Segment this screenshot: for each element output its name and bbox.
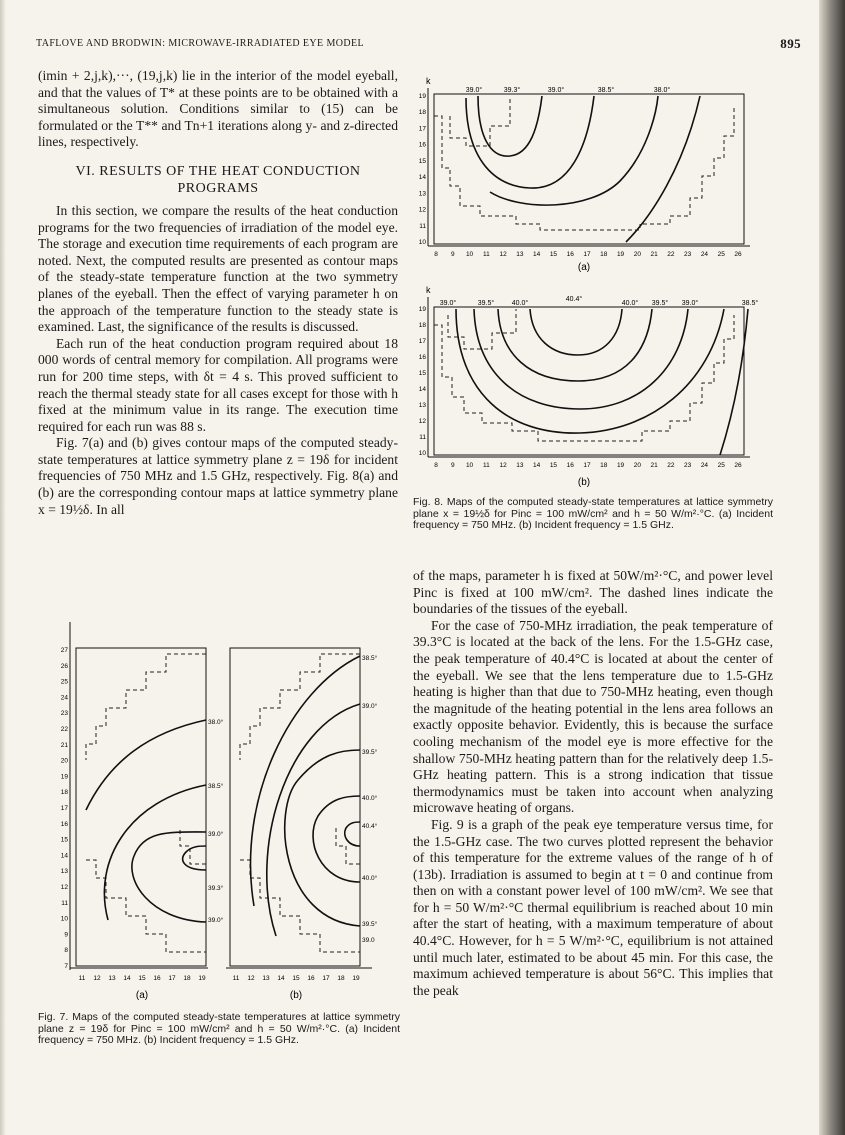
fig8b-x-tick: 21: [650, 462, 658, 469]
fig8b-y-tick: 19: [418, 306, 426, 313]
fig8b-y-tick: 12: [418, 418, 426, 425]
fig8b-y-tick: 11: [419, 434, 426, 441]
fig7a-x-tick: 18: [183, 975, 191, 982]
fig7-y-tick: 8: [64, 947, 68, 955]
running-head-title: TAFLOVE AND BRODWIN: MICROWAVE-IRRADIATED EYE MODEL: [36, 38, 365, 49]
paragraph: For the case of 750-MHz irradiation, the peak temperature of 39.3°C is located at the back of the lens. For the 1.5-GHz case, the peak temperature of 40.4°C is located at about the center of the eyeball. We see that the lens temperature due to 1.5-GHz heating is higher than that due to 750-MHz heating, even though the magnitude of the heating potential in the lens area follows an exactly opposite behavior. Evidently, this is because the surface cooling mechanism of the model eye is more effective for the shallow 750-MHz heating pattern than for the relatively deep 1.5-GHz heating pattern. This is a strong indication that tissue thermodynamics must be taken into account when analyzing microwave heating of organs.: [413, 617, 773, 816]
fig7-y-tick: 23: [60, 710, 68, 718]
fig7b-contour-label: 40.0°: [362, 795, 378, 802]
fig7a-x-tick: 13: [108, 975, 116, 982]
fig7-y-tick: 10: [60, 915, 68, 923]
fig7-y-tick: 7: [64, 963, 68, 970]
fig8a-y-tick: 18: [418, 109, 426, 117]
figure-8-caption: Fig. 8. Maps of the computed steady-state temperatures at lattice symmetry plane x = 19½δ for Pinc = 100 mW/cm² and h = 50 W/m²·°C. (a) Incident frequency = 750 MHz. (b) Incident frequency = 1.5 GHz.: [413, 496, 773, 531]
fig7b-contour-labels: [362, 654, 378, 944]
fig8a-contour-label: 38.5°: [597, 87, 615, 94]
fig8b-contour-39.5: [474, 309, 688, 409]
fig7b-contour-label: 39.5°: [362, 749, 378, 756]
fig7b-x-tick: 15: [292, 975, 300, 982]
figure-8b-contour-map: [420, 285, 760, 490]
fig8b-contour-label: 39.5°: [477, 300, 495, 307]
figure-7-caption: Fig. 7. Maps of the computed steady-state temperatures at lattice symmetry plane z = 19δ for Pinc = 100 mW/cm² and h = 50 W/m²·°C. (a) Incident frequency = 750 MHz. (b) Incident frequency = 1.5 GHz.: [38, 1011, 400, 1046]
fig8a-x-tick: 8: [434, 251, 438, 258]
fig8a-contour-labels: [466, 86, 671, 94]
fig8a-contour-39.3: [478, 96, 542, 156]
fig7a-x-tick: 14: [123, 975, 131, 982]
fig7b-contour-40.4: [345, 822, 360, 846]
fig8b-contour-label: 40.4°: [565, 296, 583, 303]
fig8a-x-tick: 13: [516, 251, 524, 258]
fig7-y-tick-labels: [61, 647, 69, 970]
fig7b-x-tick: 19: [352, 975, 360, 982]
fig8b-contour-label: 38.5°: [741, 300, 759, 307]
fig7a-contour-label: 39.0°: [208, 831, 224, 838]
fig7b-x-tick: 13: [262, 975, 270, 982]
fig8a-tissue-boundary-eyeball: [434, 106, 734, 230]
fig7-y-tick: 14: [60, 852, 68, 860]
fig8a-x-tick: 22: [667, 251, 675, 258]
fig7a-x-tick: 16: [153, 975, 161, 982]
fig7-y-tick: 19: [60, 773, 68, 781]
fig8a-y-tick: 15: [418, 157, 426, 165]
fig8b-axis-label: k: [426, 285, 431, 295]
fig7b-x-tick: 17: [322, 975, 330, 982]
fig7a-x-tick-labels: [79, 975, 206, 982]
fig7-y-tick: 17: [60, 805, 68, 812]
fig7b-panel-label: (b): [289, 990, 303, 1001]
fig8a-x-tick: 23: [684, 251, 692, 258]
fig8a-x-tick: 11: [482, 251, 490, 258]
fig8b-contour-label: 39.5°: [651, 300, 669, 307]
fig7a-contour-label: 39.0°: [208, 917, 224, 924]
running-head: [36, 38, 801, 54]
fig7b-x-tick: 16: [307, 975, 315, 982]
fig8a-x-tick: 20: [633, 251, 641, 258]
fig7a-contour-label: 38.0°: [208, 719, 224, 726]
fig7a-contour-labels: [208, 718, 224, 924]
paragraph: Fig. 7(a) and (b) gives contour maps of the computed steady-state temperatures at lattice symmetry plane z = 19δ for incident frequencies of 750 MHz and 1.5 GHz, respectively. Fig. 8(a) and (b) are the corresponding contour maps at lattice symmetry plane x = 19½δ. In all: [38, 435, 398, 517]
fig8a-contour-label: 38.0°: [653, 87, 671, 94]
fig8a-contour-38.5: [490, 96, 658, 205]
fig8a-x-tick: 14: [533, 251, 541, 258]
fig8b-contour-label: 40.0°: [621, 300, 639, 307]
fig7-y-tick: 13: [60, 868, 68, 876]
fig8a-y-tick: 12: [418, 206, 426, 214]
fig8a-x-tick: 21: [650, 251, 658, 258]
fig8a-y-tick-labels: [419, 93, 427, 246]
fig8a-axis-label: k: [426, 76, 431, 86]
fig8b-x-tick: 17: [583, 462, 591, 469]
fig8b-contour-40.0: [498, 309, 652, 381]
paragraph-continuation: (imin + 2,j,k),···, (19,j,k) lie in the interior of the model eyeball, and that the values of T* at these points are to be obtained with a simultaneous solution. Conditions similar to (15) can be formulated or the T** and Tn+1 iterations along y- and z-directed lines, respectively.: [38, 68, 398, 150]
fig8b-x-tick: 16: [566, 462, 574, 469]
fig8a-x-tick: 19: [616, 251, 625, 258]
fig7a-x-tick: 19: [198, 975, 206, 982]
right-column: [413, 568, 773, 999]
fig7a-contour-39.0: [132, 832, 206, 922]
fig8b-contour-39.0: [456, 309, 724, 433]
fig8b-x-tick: 9: [450, 462, 455, 469]
paragraph-continuation: of the maps, parameter h is fixed at 50W/m²·°C, and power level Pinc is fixed at 100 mW/cm². The dashed lines indicate the boundaries of the tissues of the eyeball.: [413, 568, 773, 617]
fig8b-x-tick-labels: [434, 462, 742, 469]
fig7b-contour-label: 38.5°: [362, 655, 378, 662]
fig7b-x-tick: 12: [247, 975, 255, 982]
fig7a-x-tick: 11: [78, 975, 86, 982]
fig8a-contour-label: 39.0°: [465, 87, 483, 94]
fig7a-contour-38.0: [86, 720, 206, 810]
fig8a-x-tick: 18: [600, 251, 608, 258]
fig8a-panel-label: (a): [577, 262, 591, 273]
fig8b-panel-label: (b): [577, 477, 591, 488]
fig8b-y-tick: 13: [418, 402, 426, 409]
fig8b-contour-40.4: [530, 309, 622, 355]
fig7b-contour-label: 40.4°: [362, 823, 378, 830]
fig8a-y-tick: 10: [418, 239, 426, 246]
fig8b-x-tick: 19: [616, 462, 625, 469]
fig8b-contour-label: 40.0°: [511, 300, 529, 307]
fig8b-y-tick: 16: [418, 354, 426, 361]
figure-7-contour-maps: [40, 620, 390, 1005]
fig7a-tissue-boundary: [86, 654, 206, 952]
fig7a-panel-label: (a): [135, 990, 149, 1001]
fig8b-x-tick: 8: [434, 462, 438, 469]
fig8b-x-tick: 10: [465, 462, 474, 469]
fig8b-x-tick: 23: [684, 462, 692, 469]
fig7-y-tick: 18: [60, 789, 68, 797]
fig8b-y-tick: 18: [418, 322, 426, 329]
fig8b-y-tick: 15: [418, 370, 426, 377]
fig8b-tissue-boundary-eyeball: [434, 315, 734, 441]
fig7b-frame: [230, 648, 360, 966]
fig7a-contour-38.5: [104, 785, 206, 920]
fig8b-x-tick: 24: [700, 462, 709, 469]
fig8a-x-tick: 25: [717, 251, 725, 258]
fig8b-x-tick: 18: [600, 462, 608, 469]
page-number: 895: [780, 36, 801, 51]
fig7a-contour-39.3: [183, 846, 206, 870]
section-heading-line1: VI. RESULTS OF THE HEAT CONDUCTION: [75, 163, 361, 179]
fig8b-x-tick: 11: [482, 462, 490, 469]
fig8b-x-tick: 15: [549, 462, 558, 469]
paragraph: Each run of the heat conduction program required about 18 000 words of central memory for compilation. All programs were run for 200 time steps, with δt = 4 s. This proved sufficient to reach the thermal steady state for all cases except for those with h fixed at the minimum value in its range. The execution time required for each run was 88 s.: [38, 335, 398, 434]
fig8b-y-tick-labels: [419, 306, 427, 457]
fig8b-x-tick: 22: [667, 462, 675, 469]
fig7-y-tick: 27: [60, 647, 68, 654]
fig8a-y-tick: 17: [418, 125, 426, 133]
fig7b-contour-40.0: [313, 796, 360, 882]
fig8b-y-tick: 17: [418, 338, 426, 345]
fig8a-x-tick: 16: [566, 251, 574, 258]
fig7-y-tick: 25: [60, 678, 68, 686]
section-heading-line2: PROGRAMS: [177, 180, 259, 196]
fig8b-x-tick: 13: [516, 462, 524, 469]
fig7-y-tick: 9: [64, 931, 68, 939]
fig7-y-tick: 16: [60, 820, 68, 828]
fig8a-x-tick: 9: [450, 251, 455, 258]
paragraph: Fig. 9 is a graph of the peak eye temperature versus time, for the 1.5-GHz case. The two curves plotted represent the behavior of this temperature for the extreme values of the range of h of (13b). Irradiation is assumed to begin at t = 0 and continue from then on with a constant power level of 100 mW/cm². We see that for h = 50 W/m²·°C thermal equilibrium is reached about 10 min after the start of heating, with a maximum temperature of about 40.4°C. However, for h = 5 W/m²·°C, equilibrium is not attained until much later, estimated to be about 45 min. For this case, the maximum achieved temperature is about 56°C. This implies that the peak: [413, 816, 773, 998]
fig7b-contour-label: 39.5°: [362, 921, 378, 928]
fig7b-contour-label: 39.0: [362, 937, 375, 944]
fig8b-contour-labels: [440, 295, 759, 307]
fig7b-contour-label: 40.0°: [362, 875, 378, 882]
fig7a-x-tick: 17: [168, 975, 176, 982]
fig8a-y-tick: 11: [419, 222, 426, 230]
fig7-y-tick: 24: [60, 694, 68, 702]
fig8b-x-tick: 20: [633, 462, 641, 469]
fig7b-x-tick: 11: [232, 975, 240, 982]
fig8a-contour-label: 39.0°: [547, 87, 565, 94]
fig7b-x-tick: 14: [277, 975, 285, 982]
fig8a-contour-label: 39.3°: [503, 87, 521, 94]
fig7a-contour-label: 39.3°: [208, 885, 224, 892]
fig7a-x-tick: 15: [138, 975, 146, 982]
fig7b-x-tick-labels: [233, 975, 360, 982]
paragraph: In this section, we compare the results of the heat conduction programs for the two frequencies of irradiation of the model eye. The storage and execution time requirements of each program are noted. Next, the computed results are presented as contour maps of the steady-state temperature function at the two symmetry planes of the eyeball. Then the effect of varying parameter h on the approach of the temperature function to the steady state is examined. Last, the significance of the results is discussed.: [38, 202, 398, 335]
fig7-y-tick: 26: [60, 662, 68, 670]
fig7a-contour-label: 38.5°: [208, 783, 224, 790]
fig7b-contour-label: 39.0°: [362, 703, 378, 710]
fig8a-y-tick: 14: [418, 174, 426, 182]
left-column: [38, 68, 398, 518]
fig8a-x-tick: 26: [734, 251, 742, 258]
fig7b-x-tick: 18: [337, 975, 345, 982]
fig8a-x-tick: 12: [499, 251, 507, 258]
fig8b-y-tick: 10: [418, 450, 426, 457]
fig8b-x-tick: 12: [499, 462, 507, 469]
fig7a-x-tick: 12: [93, 975, 101, 982]
fig8b-contour-label: 39.0°: [439, 300, 457, 307]
fig7-y-tick: 21: [60, 741, 68, 749]
fig8a-frame: [434, 94, 744, 244]
fig7-y-tick: 12: [60, 884, 68, 891]
fig8b-x-tick: 26: [734, 462, 742, 469]
scan-shadow-left: [0, 0, 6, 1135]
section-heading: [38, 163, 398, 197]
fig8a-y-tick: 13: [418, 190, 426, 198]
figure-8a-contour-map: [420, 76, 760, 276]
fig7-y-tick: 11: [61, 899, 68, 907]
fig8b-x-tick: 25: [717, 462, 725, 469]
scan-shadow-right: [819, 0, 845, 1135]
fig7a-frame: [76, 648, 206, 966]
fig8a-y-tick: 16: [418, 141, 426, 149]
fig8a-x-tick: 10: [465, 251, 474, 258]
fig8a-x-tick-labels: [434, 251, 742, 258]
fig8a-x-tick: 24: [700, 251, 709, 258]
fig7-y-tick: 20: [60, 757, 68, 765]
fig8a-x-tick: 17: [583, 251, 591, 258]
fig8b-contour-label: 39.0°: [681, 300, 699, 307]
fig8b-y-tick: 14: [418, 386, 426, 393]
fig8a-y-tick: 19: [418, 93, 426, 100]
fig7b-contour-39.5: [285, 750, 360, 926]
fig8a-x-tick: 15: [549, 251, 558, 258]
fig7-y-tick: 22: [60, 726, 68, 733]
fig7-y-tick: 15: [60, 836, 68, 844]
fig8b-x-tick: 14: [533, 462, 541, 469]
fig8a-contour-38.0: [626, 96, 700, 242]
